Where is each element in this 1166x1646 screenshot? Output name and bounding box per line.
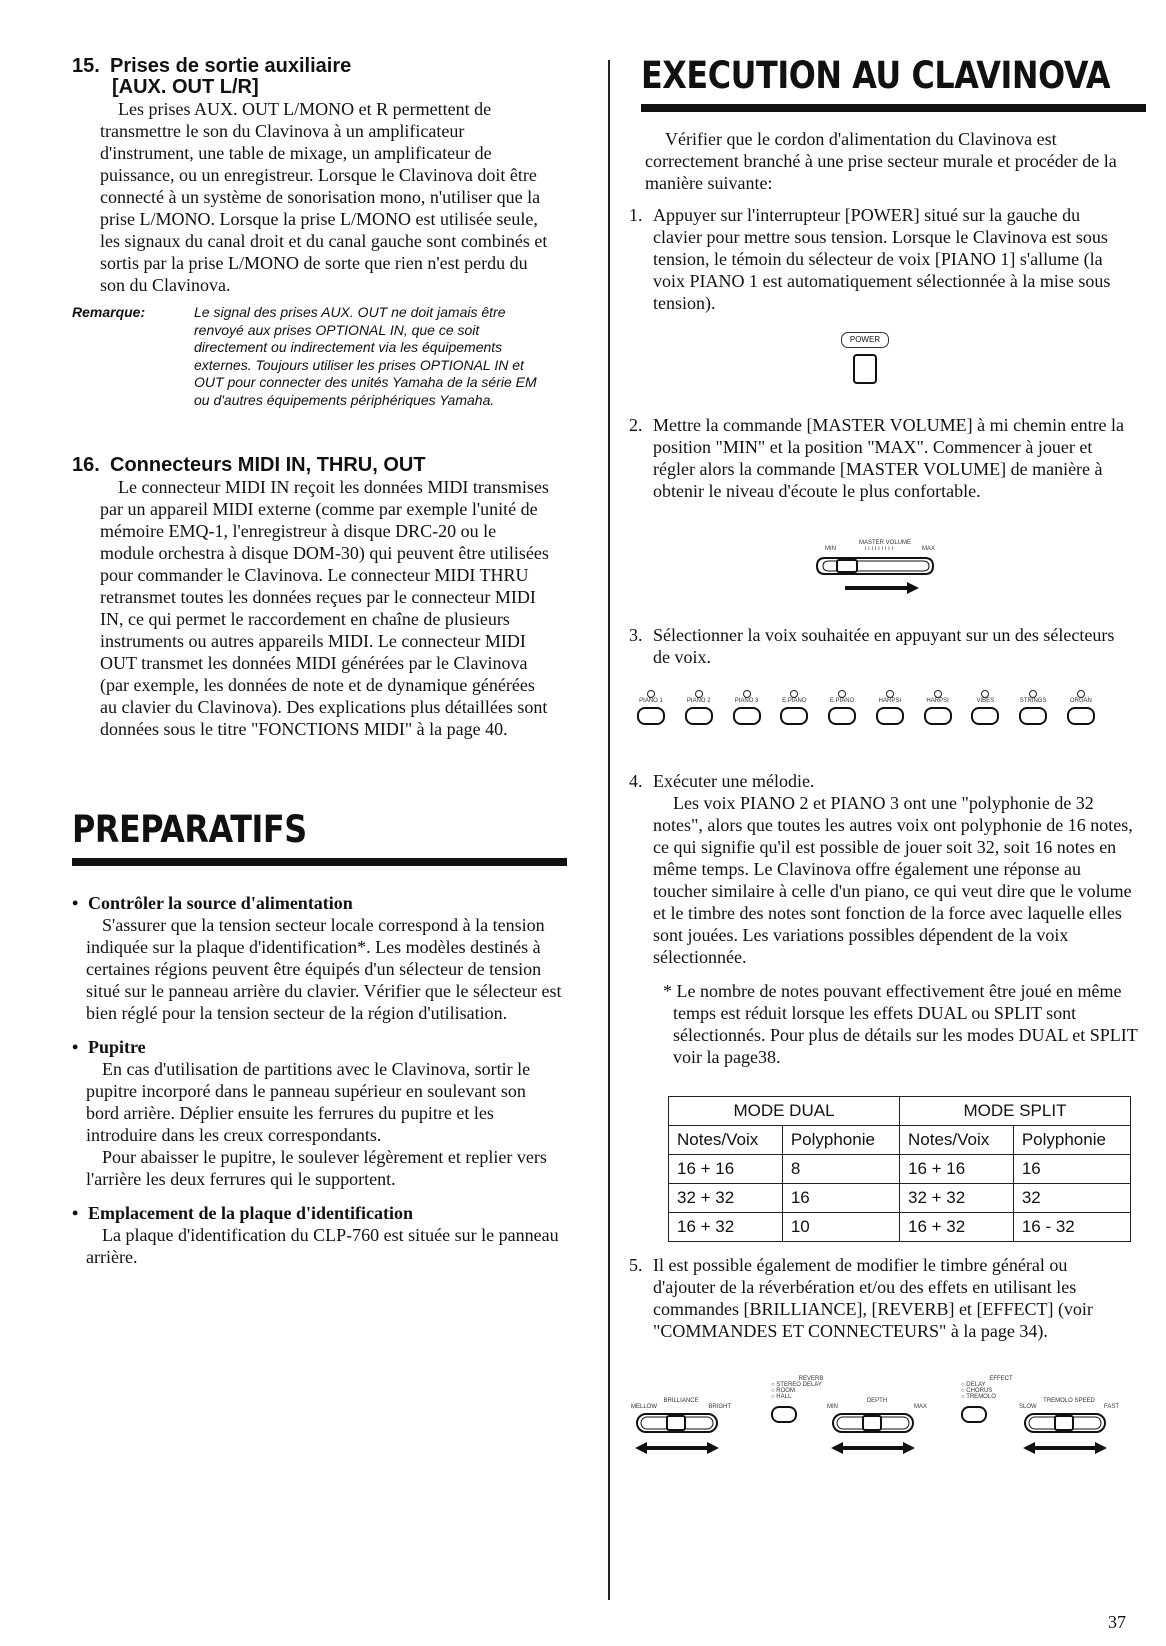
effect-label: EFFECT [989,1376,1013,1382]
step-4-number: 4. [629,771,643,791]
table-cell: 32 + 32 [899,1184,1013,1213]
table-cell: 32 [1013,1184,1130,1213]
tremolo-speed-slider[interactable] [1019,1410,1119,1460]
depth-slider[interactable] [827,1410,927,1460]
effect-option: DELAY [966,1382,986,1388]
section-16-heading [72,455,552,476]
table-col-header: Notes/Voix [669,1126,783,1155]
reverb-option: ROOM [776,1388,795,1394]
note-text: Le signal des prises AUX. OUT ne doit jamais être renvoyé aux prises OPTIONAL IN, que ce soit directement ou indirectement via les équipements externes. Toujours utiliser les prises OPTIONAL IN et OUT pour connecter des unités Yamaha de la série EM ou d'autres équipements périphériques Yamaha. [194,304,537,408]
table-cell: 16 [1013,1155,1130,1184]
brilliance-label: BRILLIANCE [663,1398,699,1404]
voice-label: ORGAN [1069,698,1092,704]
step-4-body: Les voix PIANO 2 et PIANO 3 ont une "polyphonie de 32 notes", alors que toutes les autres voix ont polyphonie de 16 notes, ce qui signifie qu'il est possible de jouer soit 32, soit 16 notes en même temps. Le Clavinova offre également une réponse au toucher similaire à celle d'un piano, ce qui veut dire que le volume et le timbre des notes sont fonction de la force avec laquelle elles sont jouées. Les variations possibles dépendent de la voix sélectionnée. [653,793,1133,967]
reverb-control: REVERB ○ STEREO DELAY ○ ROOM ○ HALL [771,1376,851,1423]
voice-selector[interactable] [679,690,719,725]
master-volume-label: MASTER VOLUME [858,540,911,546]
effect-control: EFFECT ○ DELAY ○ CHORUS ○ TREMOLO [961,1376,1041,1423]
step-5-number: 5. [629,1255,643,1275]
depth-control [827,1398,927,1465]
voice-label: PIANO 2 [686,698,711,704]
preparatifs-rule [72,858,567,866]
preparatifs-title: PREPARATIFS [72,808,307,851]
voice-selector[interactable] [631,690,671,725]
execution-intro: Vérifier que le cordon d'alimentation du Clavinova est correctement branché à une prise secteur murale et procéder de la manière suivante: [645,129,1117,193]
brilliance-control [631,1398,731,1465]
section-15-number: 15. [72,55,100,77]
step-3-number: 3. [629,625,643,645]
controls-diagram [631,1376,1131,1486]
table-cell: 16 + 32 [899,1213,1013,1242]
mellow-label: MELLOW [631,1404,658,1410]
voice-label: HARPSI [878,698,901,704]
section-16 [72,455,552,740]
voice-selectors [631,690,1101,725]
voice-label: VIBES [976,698,995,704]
bullet-pupitre: • Pupitre [72,1037,146,1057]
section-15-subtitle: [AUX. OUT L/R] [112,76,259,98]
power-button[interactable] [853,354,877,384]
voice-selector[interactable] [918,690,958,725]
step-3 [629,624,1129,668]
depth-min-label: MIN [827,1404,838,1410]
depth-max-label: MAX [913,1404,927,1410]
table-cell: 10 [782,1213,899,1242]
table-cell: 32 + 32 [669,1184,783,1213]
step-4-footnote: * Le nombre de notes pouvant effectivement être joué en même temps est réduit lorsque les effets DUAL ou SPLIT sont sélectionnés. Pour plus de détails sur les modes DUAL et SPLIT voir la page38. [663,981,1138,1067]
voice-label: PIANO 3 [734,698,759,704]
voice-selector[interactable] [727,690,767,725]
section-15-heading [72,56,552,77]
voice-selector[interactable] [965,690,1005,725]
voice-label: E.PIANO [782,698,807,704]
bullet-plaque-title: Emplacement de la plaque d'identification [88,1203,414,1223]
bright-label: BRIGHT [708,1404,731,1410]
note-label: Remarque: [72,304,146,320]
page-number: 37 [1108,1612,1126,1632]
polyphony-table [668,1096,1131,1242]
voice-selector[interactable] [1013,690,1053,725]
depth-label: DEPTH [866,1398,888,1404]
section-16-title: Connecteurs MIDI IN, THRU, OUT [110,454,426,476]
power-label: POWER [841,332,889,348]
master-volume-diagram: MASTER VOLUME MIN ı ı ı ı ı ı ı ı ı MAX [815,540,955,610]
execution-header [641,54,1146,112]
step-2-number: 2. [629,415,643,435]
volume-min-label: MIN [825,546,836,552]
table-cell: 8 [782,1155,899,1184]
table-cell: 16 + 16 [669,1155,783,1184]
table-col-header: Notes/Voix [899,1126,1013,1155]
bullet-pupitre-title: Pupitre [88,1037,146,1057]
tremolo-speed-control [1019,1398,1119,1465]
effect-button[interactable] [961,1406,987,1423]
reverb-option: HALL [776,1394,792,1400]
voice-selector[interactable] [774,690,814,725]
table-cell: 16 - 32 [1013,1213,1130,1242]
step-1-text: Appuyer sur l'interrupteur [POWER] situé sur la gauche du clavier pour mettre sous tension. Lorsque le Clavinova est sous tension, le témoin du sélecteur de voix [PIANO 1] s'allume (la voix PIANO 1 est automatiquement sélectionnée à la mise sous tension). [653,205,1111,313]
section-16-body: Le connecteur MIDI IN reçoit les données MIDI transmises par un appareil MIDI externe (comme par exemple l'unité de mémoire EMQ-1, l'enregistreur à disque DRC-20 ou le module orchestra à disque DOM-30) qui peuvent être utilisées pour commander le Clavinova. Le connecteur MIDI THRU retransmet toutes les données reçues par le connecteur MIDI IN, ce qui permet le raccordement en chaîne de plusieurs instruments ou autres appareils MIDI. Le connecteur MIDI OUT transmet les données MIDI générées par le Clavinova (par exemple, les données de note et de dynamique générées au clavier du Clavinova). Des explications plus détaillées sont données sous le titre "FONCTIONS MIDI" à la page 40. [100,477,549,739]
reverb-button[interactable] [771,1406,797,1423]
tremolo-speed-label: TREMOLO SPEED [1043,1398,1095,1404]
execution-title: EXECUTION AU CLAVINOVA [641,54,1111,97]
table-cell: 16 + 32 [669,1213,783,1242]
master-volume-slider[interactable] [815,552,955,600]
step-2-text: Mettre la commande [MASTER VOLUME] à mi chemin entre la position "MIN" et la position "MAX". Commencer à jouer et régler alors la commande [MASTER VOLUME] de manière à obtenir le niveau d'écoute le plus confortable. [653,415,1125,501]
reverb-label: REVERB [798,1376,824,1382]
table-cell: 16 [782,1184,899,1213]
execution-rule [641,104,1146,112]
effect-option: TREMOLO [966,1394,996,1400]
table-cell: 16 + 16 [899,1155,1013,1184]
column-divider [608,60,610,1600]
step-4-title: Exécuter une mélodie. [653,771,815,791]
voice-selector[interactable] [870,690,910,725]
voice-label: E.PIANO [829,698,855,704]
table-header-dual: MODE DUAL [669,1097,900,1126]
step-5-text: Il est possible également de modifier le timbre général ou d'ajouter de la réverbération et/ou des effets en utilisant les commandes [BRILLIANCE], [REVERB] et [EFFECT] (voir "COMMANDES ET CONNECTEURS" à la page 34). [653,1255,1093,1341]
section-15-title: Prises de sortie auxiliaire [110,55,352,77]
step-2 [629,414,1129,502]
step-1 [629,204,1129,314]
bullet-plaque-body: La plaque d'identification du CLP-760 est située sur le panneau arrière. [86,1225,559,1267]
section-16-number: 16. [72,454,100,476]
step-5 [629,1254,1129,1342]
voice-selector[interactable] [822,690,862,725]
bullet-pupitre-body-1: En cas d'utilisation de partitions avec le Clavinova, sortir le pupitre incorporé dans le panneau supérieur en soulevant son bord arrière. Déplier ensuite les ferrures du pupitre et les introduire dans les creux correspondants. [86,1059,531,1145]
preparatifs-section [72,808,567,866]
table-row [669,1213,1131,1242]
effect-option: CHORUS [966,1388,993,1394]
step-1-number: 1. [629,205,643,225]
table-col-header: Polyphonie [1013,1126,1130,1155]
slow-label: SLOW [1019,1404,1037,1410]
bullet-pupitre-body-2: Pour abaisser le pupitre, le soulever légèrement et replier vers l'arrière les deux ferrures qui le supportent. [86,1147,547,1189]
voice-label: HARPSI [926,698,949,704]
table-col-header: Polyphonie [782,1126,899,1155]
step-4 [629,770,1139,1068]
bullet-power-source: • Contrôler la source d'alimentation [72,893,353,913]
table-row [669,1155,1131,1184]
volume-max-label: MAX [921,546,935,552]
section-15-body: Les prises AUX. OUT L/MONO et R permettent de transmettre le son du Clavinova à un amplificateur d'instrument, une table de mixage, un amplificateur de puissance, ou un enregistreur. Lorsque le Clavinova doit être connecté à un système de sonorisation mono, n'utiliser que la prise L/MONO. Lorsque la prise L/MONO est utilisée seule, les signaux du canal droit et du canal gauche sont combinés et sortis par la prise L/MONO de sorte que rien n'est perdu du son du Clavinova. [100,99,548,295]
step-3-text: Sélectionner la voix souhaitée en appuyant sur un des sélecteurs de voix. [653,625,1115,667]
fast-label: FAST [1103,1404,1119,1410]
reverb-option: STEREO DELAY [776,1382,822,1388]
bullet-power-title: Contrôler la source d'alimentation [88,893,353,913]
preparatifs-list [72,892,562,1268]
brilliance-slider[interactable] [631,1410,731,1460]
section-15 [72,56,552,409]
voice-label: PIANO 1 [639,698,663,704]
voice-selector[interactable] [1061,690,1101,725]
section-15-note [72,304,552,409]
table-row [669,1184,1131,1213]
bullet-power-body: S'assurer que la tension secteur locale correspond à la tension indiquée sur la plaque d'identification*. Les modèles destinés à certaines régions peuvent être équipés d'un sélecteur de tension situé sur le panneau arrière du clavier. Vérifier que le sélecteur est bien réglé pour la tension secteur de la région d'utilisation. [86,915,562,1023]
power-button-diagram [841,332,901,402]
table-col-headers [669,1126,1131,1155]
voice-label: STRINGS [1019,698,1047,704]
table-header-split: MODE SPLIT [899,1097,1130,1126]
bullet-plaque: • Emplacement de la plaque d'identification [72,1203,414,1223]
